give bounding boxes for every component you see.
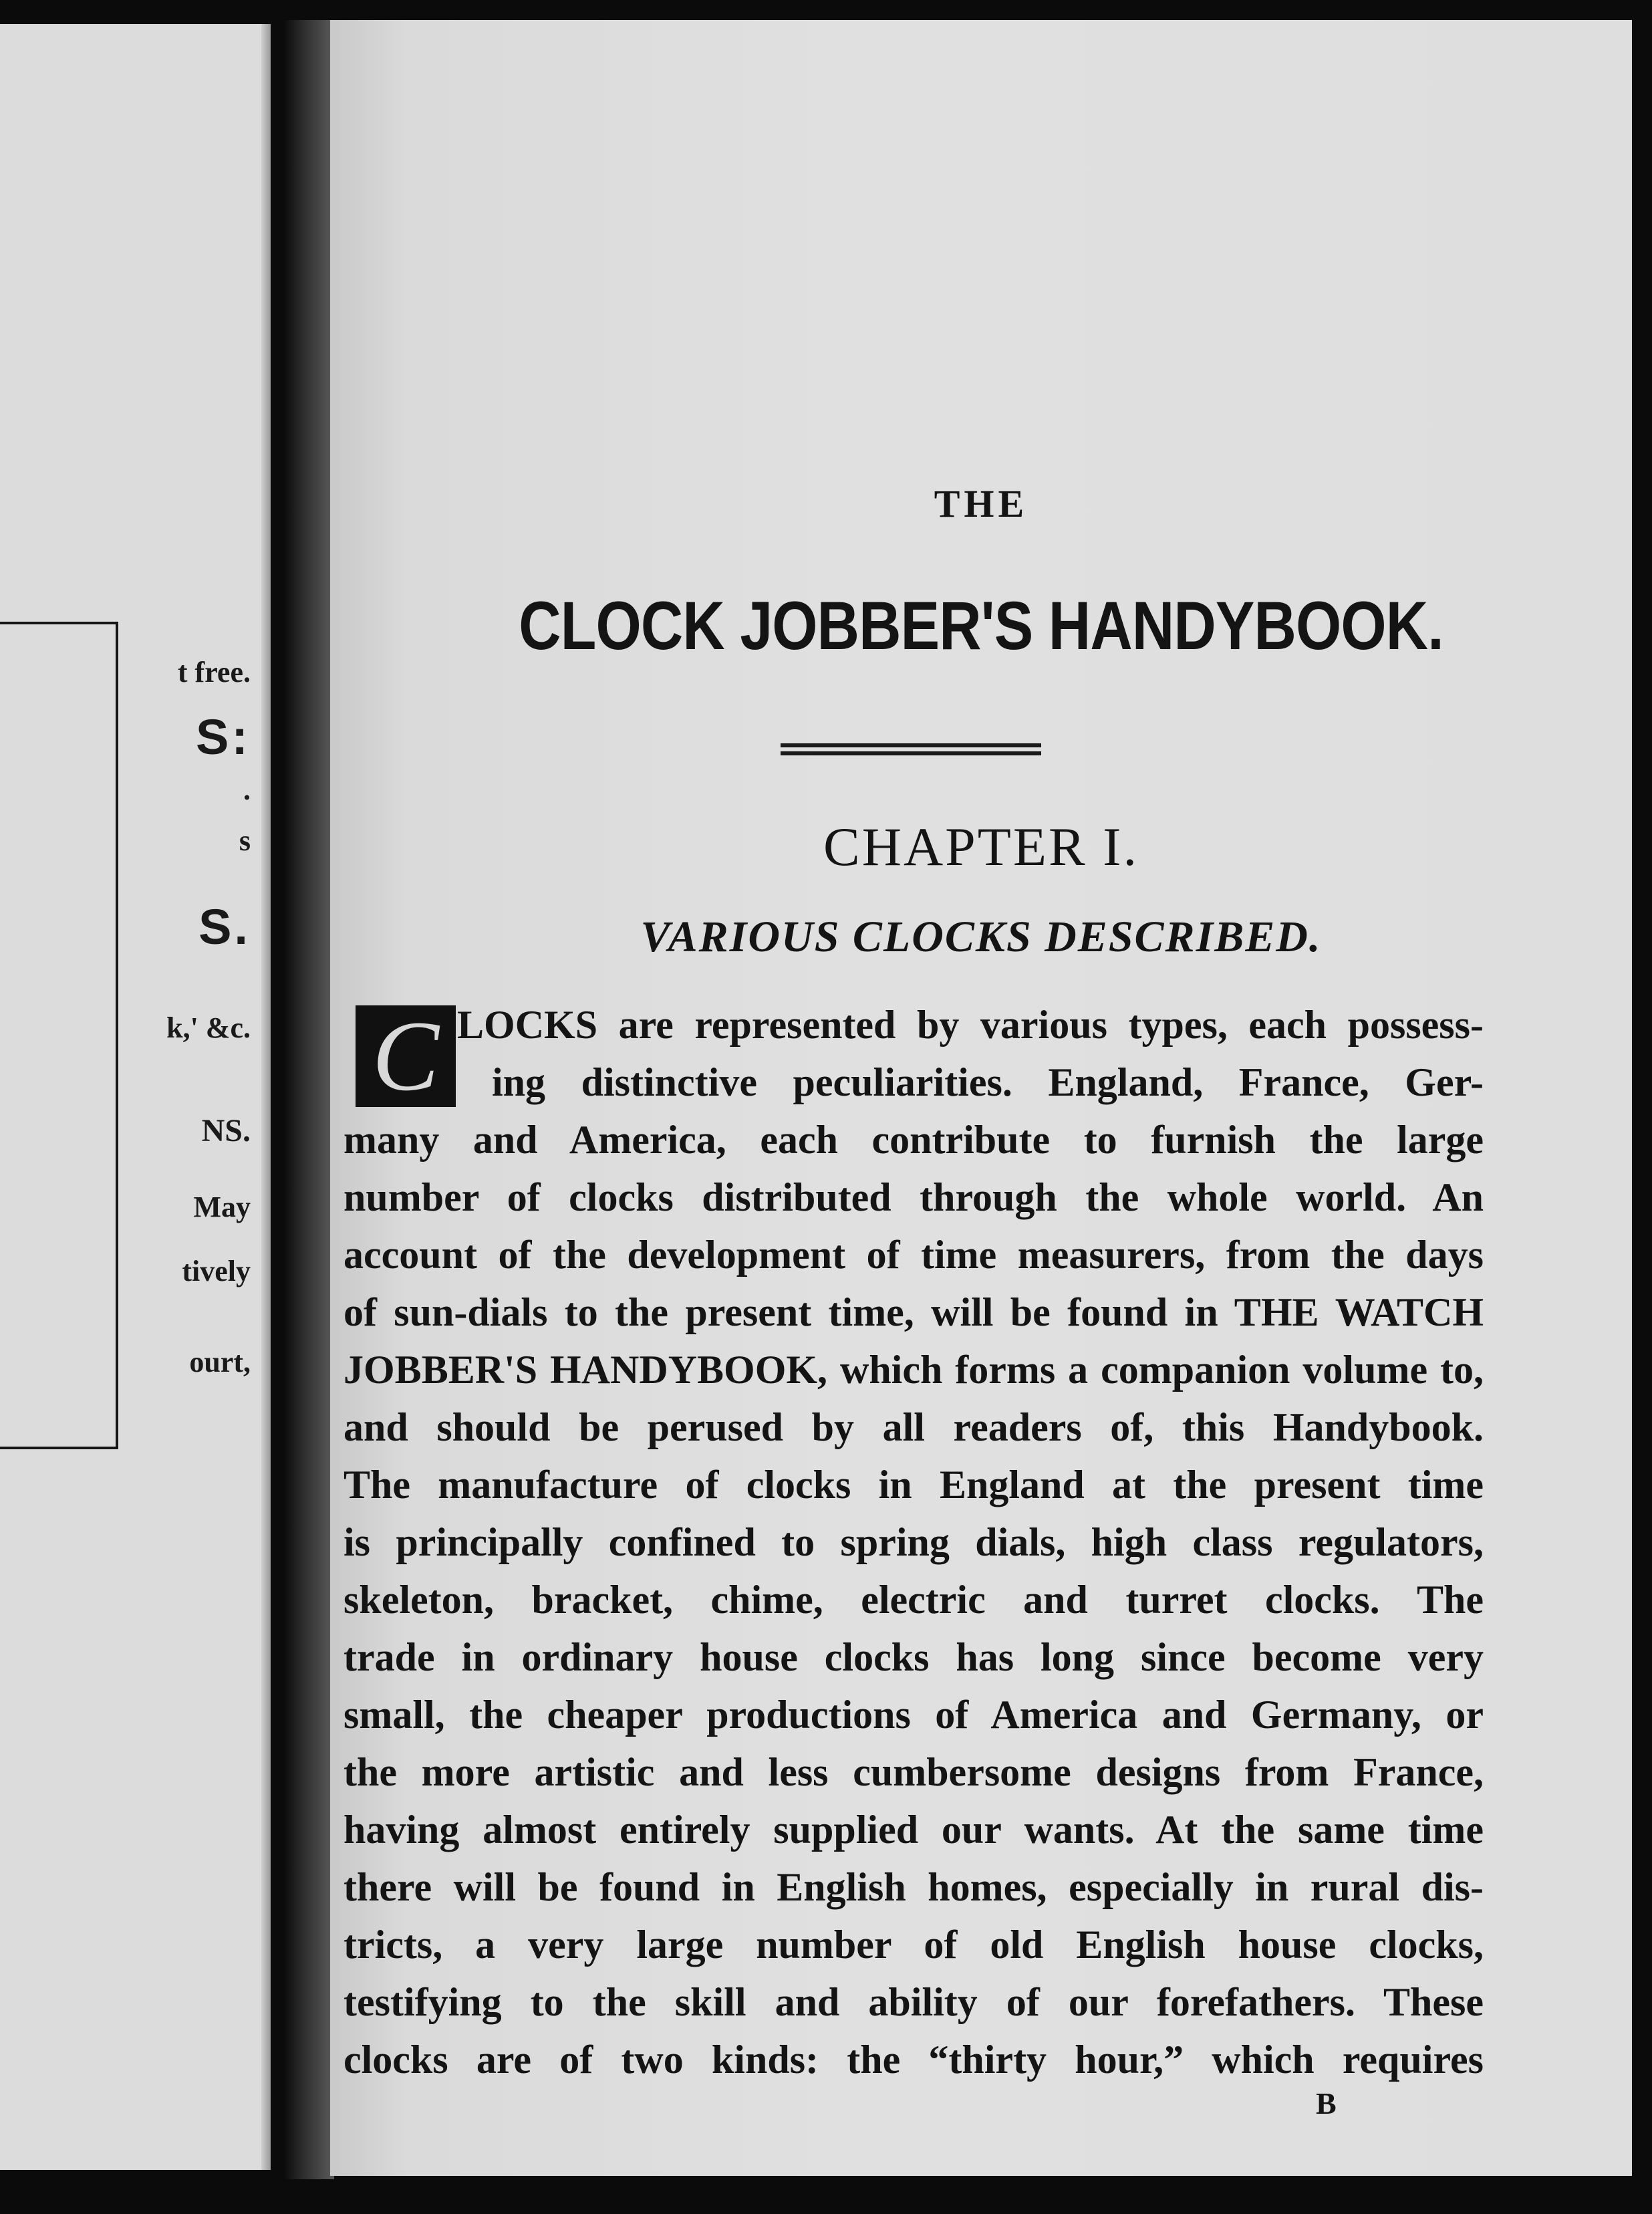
chapter-heading: CHAPTER I. bbox=[823, 816, 1139, 877]
ad-fragment: NS. bbox=[201, 1113, 251, 1148]
ad-fragment: tively bbox=[182, 1255, 251, 1287]
text-line: there will be found in English homes, especially in rural dis- bbox=[343, 1865, 1484, 1909]
text-line: small, the cheaper productions of America and Germany, or bbox=[343, 1693, 1484, 1737]
text-line: The manufacture of clocks in England at the present time bbox=[343, 1463, 1484, 1507]
ad-fragment: t free. bbox=[177, 656, 251, 689]
text-line: trade in ordinary house clocks has long since become very bbox=[343, 1635, 1484, 1679]
previous-page bbox=[0, 24, 271, 2170]
text-line: of sun-dials to the present time, will be found in THE WATCH bbox=[343, 1290, 1484, 1334]
text-line: LOCKS are represented by various types, each possess- bbox=[457, 1003, 1484, 1047]
text-line: clocks are of two kinds: the “thirty hour,” which requires bbox=[343, 2038, 1484, 2082]
chapter-subtitle: VARIOUS CLOCKS DESCRIBED. bbox=[640, 912, 1322, 961]
double-rule-divider bbox=[781, 743, 1041, 759]
text-line: skeleton, bracket, chime, electric and turret clocks. The bbox=[343, 1578, 1484, 1622]
title-prefix: THE bbox=[934, 482, 1028, 525]
ad-fragment: . bbox=[243, 773, 251, 806]
book-page bbox=[330, 20, 1632, 2176]
text-line: testifying to the skill and ability of our forefathers. These bbox=[343, 1980, 1484, 2024]
decorated-initial-letter: C bbox=[356, 1005, 456, 1107]
text-line: having almost entirely supplied our wants. At the same time bbox=[343, 1808, 1484, 1852]
ad-fragment: ourt, bbox=[189, 1346, 251, 1378]
ad-fragment: k,' &c. bbox=[166, 1011, 251, 1044]
signature-mark: B bbox=[1316, 2086, 1337, 2120]
ad-fragment: s bbox=[239, 824, 251, 857]
book-binding bbox=[283, 20, 334, 2179]
page-gutter-shadow bbox=[261, 24, 271, 2170]
advertisement-box bbox=[0, 622, 118, 1449]
ad-fragment: S: bbox=[196, 709, 251, 765]
text-line: the more artistic and less cumbersome designs from France, bbox=[343, 1750, 1484, 1794]
ad-fragment: S. bbox=[198, 899, 251, 955]
text-line: ing distinctive peculiarities. England, France, Ger- bbox=[492, 1060, 1484, 1104]
text-line: is principally confined to spring dials, high class regulators, bbox=[343, 1520, 1484, 1564]
text-line: JOBBER'S HANDYBOOK, which forms a companion volume to, bbox=[343, 1348, 1484, 1392]
text-line: and should be perused by all readers of, this Handybook. bbox=[343, 1405, 1484, 1449]
ad-fragment: May bbox=[193, 1191, 251, 1223]
book-title: CLOCK JOBBER'S HANDYBOOK. bbox=[519, 588, 1443, 664]
text-line: many and America, each contribute to furnish the large bbox=[343, 1118, 1484, 1162]
text-line: number of clocks distributed through the whole world. An bbox=[343, 1175, 1484, 1219]
text-line: account of the development of time measurers, from the days bbox=[343, 1233, 1484, 1277]
text-line: tricts, a very large number of old English house clocks, bbox=[343, 1923, 1484, 1967]
